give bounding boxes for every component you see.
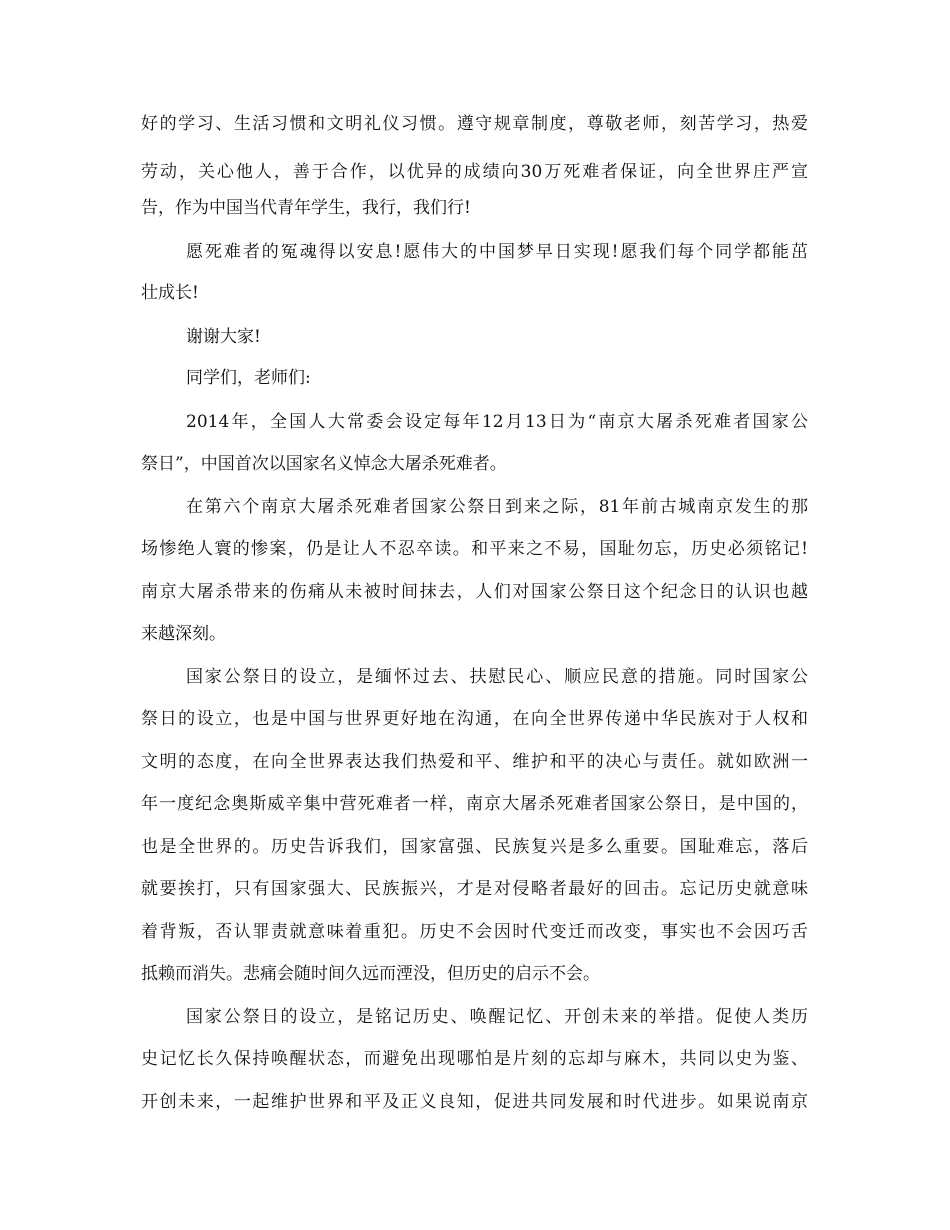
body-text-line: 抵赖而消失。悲痛会随时间久远而湮没，但历史的启示不会。 — [141, 964, 600, 984]
body-text-line: 愿死难者的冤魂得以安息!愿伟大的中国梦早日实现!愿我们每个同学都能茁 — [186, 242, 808, 262]
body-text-line: 劳动，关心他人，善于合作，以优异的成绩向30万死难者保证，向全世界庄严宣 — [141, 162, 808, 182]
body-text-line: 同学们，老师们: — [186, 368, 311, 388]
body-text-line: 年一度纪念奥斯威辛集中营死难者一样，南京大屠杀死难者国家公祭日，是中国的， — [141, 794, 808, 814]
body-text-line: 文明的态度，在向全世界表达我们热爱和平、维护和平的决心与责任。就如欧洲一 — [141, 752, 808, 772]
body-text-line: 祭日”，中国首次以国家名义悼念大屠杀死难者。 — [141, 454, 507, 474]
body-text-line: 史记忆长久保持唤醒状态，而避免出现哪怕是片刻的忘却与麻木，共同以史为鉴、 — [141, 1049, 808, 1069]
body-text-line: 壮成长! — [141, 283, 199, 303]
body-text-line: 2014年，全国人大常委会设定每年12月13日为“南京大屠杀死难者国家公 — [186, 412, 808, 432]
body-text-line: 就要挨打，只有国家强大、民族振兴，才是对侵略者最好的回击。忘记历史就意味 — [141, 879, 808, 899]
body-text-line: 场惨绝人寰的惨案，仍是让人不忍卒读。和平来之不易，国耻勿忘，历史必须铭记! — [141, 539, 808, 559]
body-text-line: 南京大屠杀带来的伤痛从未被时间抹去，人们对国家公祭日这个纪念日的认识也越 — [141, 582, 808, 602]
body-text-line: 开创未来，一起维护世界和平及正义良知，促进共同发展和时代进步。如果说南京 — [141, 1092, 808, 1112]
body-text-line: 着背叛，否认罪责就意味着重犯。历史不会因时代变迁而改变，事实也不会因巧舌 — [141, 922, 808, 942]
body-text-line: 告，作为中国当代青年学生，我行，我们行! — [141, 198, 471, 218]
body-text-line: 好的学习、生活习惯和文明礼仪习惯。遵守规章制度，尊敬老师，刻苦学习，热爱 — [141, 114, 808, 134]
body-text-line: 来越深刻。 — [141, 624, 226, 644]
body-text-line: 也是全世界的。历史告诉我们，国家富强、民族复兴是多么重要。国耻难忘，落后 — [141, 837, 808, 857]
body-text-line: 在第六个南京大屠杀死难者国家公祭日到来之际，81年前古城南京发生的那 — [186, 497, 808, 517]
body-text-line: 国家公祭日的设立，是铭记历史、唤醒记忆、开创未来的举措。促使人类历 — [186, 1007, 808, 1027]
body-text-line: 祭日的设立，也是中国与世界更好地在沟通，在向全世界传递中华民族对于人权和 — [141, 709, 808, 729]
body-text-line: 谢谢大家! — [186, 327, 261, 347]
body-text-line: 国家公祭日的设立，是缅怀过去、扶慰民心、顺应民意的措施。同时国家公 — [186, 667, 808, 687]
